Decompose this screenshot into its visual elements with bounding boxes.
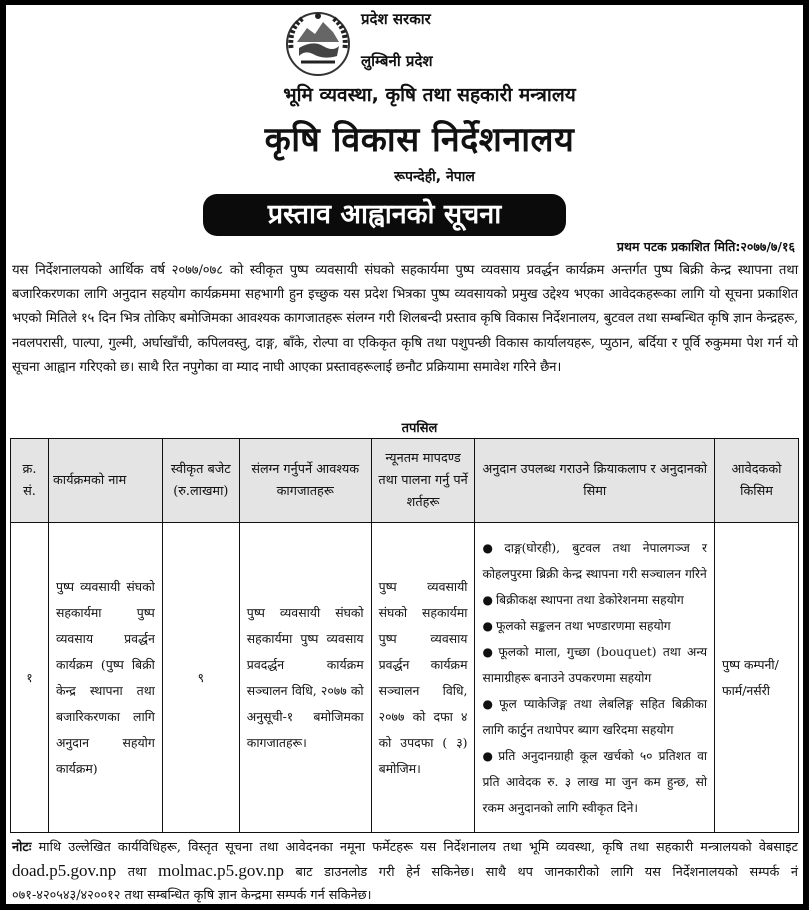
cell-sn: १ <box>11 523 49 833</box>
details-table <box>10 438 799 833</box>
header-documents: संलग्न गर्नुपर्ने आवश्यक कागजातहरू <box>239 439 371 523</box>
website-link-doad[interactable]: doad.p5.gov.np <box>12 861 117 880</box>
letterhead <box>6 5 803 190</box>
government-label: प्रदेश सरकार <box>361 10 431 28</box>
note-text-2: तथा <box>127 865 147 880</box>
header-criteria: न्यूनतम मापदण्ड तथा पालना गर्नु पर्ने शर्तहरू <box>371 439 475 523</box>
cell-program: पुष्प व्यवसायी संघको सहकार्यमा पुष्प व्यवसाय प्रवर्द्धन कार्यक्रम (पुष्प बिक्री केन्द्र स्थापना तथा बजारिकरणका लागि अनुदान सहयोग कार्यक्रम) <box>48 523 162 833</box>
header-program: कार्यक्रमको नाम <box>48 439 162 523</box>
table-header-row <box>11 439 799 523</box>
note-section <box>12 836 798 907</box>
cell-documents: पुष्प व्यवसायी संघको सहकार्यमा पुष्प व्यवसाय प्रवदर्द्धन कार्यक्रम सञ्चालन विधि, २०७७ को अनुसूची-१ बमोजिमका कागजातहरू। <box>239 523 371 833</box>
ministry-name: भूमि व्यवस्था, कृषि तथा सहकारी मन्त्रालय <box>283 84 576 106</box>
activity-item: ● फूलको सङ्कलन तथा भण्डारणमा सहयोग <box>482 618 671 633</box>
directorate-name: कृषि विकास निर्देशनालय <box>264 120 575 160</box>
bullet-icon: ● <box>482 696 497 711</box>
published-date: प्रथम पटक प्रकाशित मिति:२०७७/७/१६ <box>616 239 795 254</box>
header-activities: अनुदान उपलब्ध गराउने क्रियाकलाप र अनुदानको सिमा <box>475 439 715 523</box>
activity-item: ● प्रति अनुदानग्राही कूल खर्चको ५० प्रतिशत वा प्रति आवेदक रु. ३ लाख मा जुन कम हुन्छ, सो रकम अनुदानको लागि स्वीकृत दिने। <box>482 748 708 815</box>
nepal-emblem-icon <box>283 8 353 78</box>
cell-activities <box>475 523 715 833</box>
cell-criteria: पुष्प व्यवसायी संघको सहकार्यमा पुष्प व्यवसाय प्रवर्द्धन कार्यक्रम सञ्चालन विधि, २०७७ को दफा ४ को उपदफा ( ३) बमोजिम। <box>371 523 475 833</box>
activity-item: ● फूलको माला, गुच्छा (bouquet) तथा अन्य सामाग्रीहरू बनाउने उपकरणमा सहयोग <box>482 644 708 685</box>
bullet-icon: ● <box>482 540 502 555</box>
header-applicant-type: आवेदकको किसिम <box>715 439 799 523</box>
activity-item: ● दाङ्ग(घोरही), बुटवल तथा नेपालगञ्ज र कोहलपुरमा ब्रिक्री केन्द्र स्थापना गरी सञ्चालन गरिने <box>482 540 708 581</box>
website-link-molmac[interactable]: molmac.p5.gov.np <box>158 861 284 880</box>
province-label: लुम्बिनी प्रदेश <box>361 52 433 70</box>
bullet-icon: ● <box>482 592 493 607</box>
note-text-1: माथि उल्लेखित कार्यविधिहरू, विस्तृत सूचना तथा आवेदनका नमूना फर्मेटहरू यस निर्देशनालय तथा भूमि व्यवस्था, कृषि तथा सहकारी मन्त्रालयको वेबसाइट <box>38 840 798 855</box>
location-label: रूपन्देही, नेपाल <box>394 169 475 185</box>
cell-budget: ९ <box>162 523 239 833</box>
bullet-icon: ● <box>482 644 496 659</box>
notice-page <box>6 5 803 904</box>
notice-body: यस निर्देशनालयको आर्थिक वर्ष २०७७/०७८ को स्वीकृत पुष्प व्यवसायी संघको सहकार्यमा पुष्प व्यवसाय प्रवर्द्धन कार्यक्रम अन्तर्गत पुष्प बिक्री केन्द्र स्थापना तथा बजारिकरणका लागि अनुदान सहयोग कार्यक्रममा सहभागी हुन इच्छुक यस प्रदेश भित्रका पुष्प व्यवसायको प्रमुख उद्देश्य भएका आवेदकहरूका लागि यो सूचना प्रकाशित भएको मितिले १५ दिन भित्र तोकिए बमोजिमका आवश्यक कागजातहरू संलग्न गरी शिलबन्दी प्रस्ताव कृषि विकास निर्देशनालय, बुटवल तथा सम्बन्धित कृषि ज्ञान केन्द्रहरू, नवलपरासी, पाल्पा, गुल्मी, अर्घाखाँची, कपिलवस्तु, दाङ्ग, बाँके, रोल्पा वा एकिकृत कृषि तथा पशुपन्छी विकास कार्यालयहरू, प्युठान, बर्दिया र पूर्वि रुकुममा पेश गर्न यो सूचना आह्वान गरिएको छ। साथै रित नपुगेका वा म्याद नाघी आएका प्रस्तावहरूलाई छनौट प्रक्रियामा समावेश गरिने छैन। <box>12 263 798 375</box>
activity-item: ● फूल प्याकेजिङ्ग तथा लेबलिङ्ग सहित बिक्रीका लागि कार्टुन तथापेपर ब्याग खरिदमा सहयोग <box>482 696 708 737</box>
note-label: नोटः <box>12 840 32 855</box>
activity-item: ● बिक्रीकक्ष स्थापना तथा डेकोरेशनमा सहयोग <box>482 592 684 607</box>
bullet-icon: ● <box>482 748 496 763</box>
header-budget: स्वीकृत बजेट (रु.लाखमा) <box>162 439 239 523</box>
table-caption: तपसिल <box>401 421 438 436</box>
header-sn: क्र. सं. <box>11 439 49 523</box>
cell-applicant-type: पुष्प कम्पनी/ फार्म/नर्सरी <box>715 523 799 833</box>
bullet-icon: ● <box>482 618 493 633</box>
table-row <box>11 523 799 833</box>
notice-title: प्रस्ताव आह्वानको सूचना <box>203 194 566 236</box>
note-text-3: बाट डाउनलोड गरी हेर्न सकिनेछ। साथै थप जानकारीको लागि यस निर्देशनालयको सम्पर्क नं ०७१-४२०५४३/४२००१२ तथा सम्बन्धित कृषि ज्ञान केन्द्रमा सम्पर्क गर्न सकिनेछ। <box>12 865 798 903</box>
